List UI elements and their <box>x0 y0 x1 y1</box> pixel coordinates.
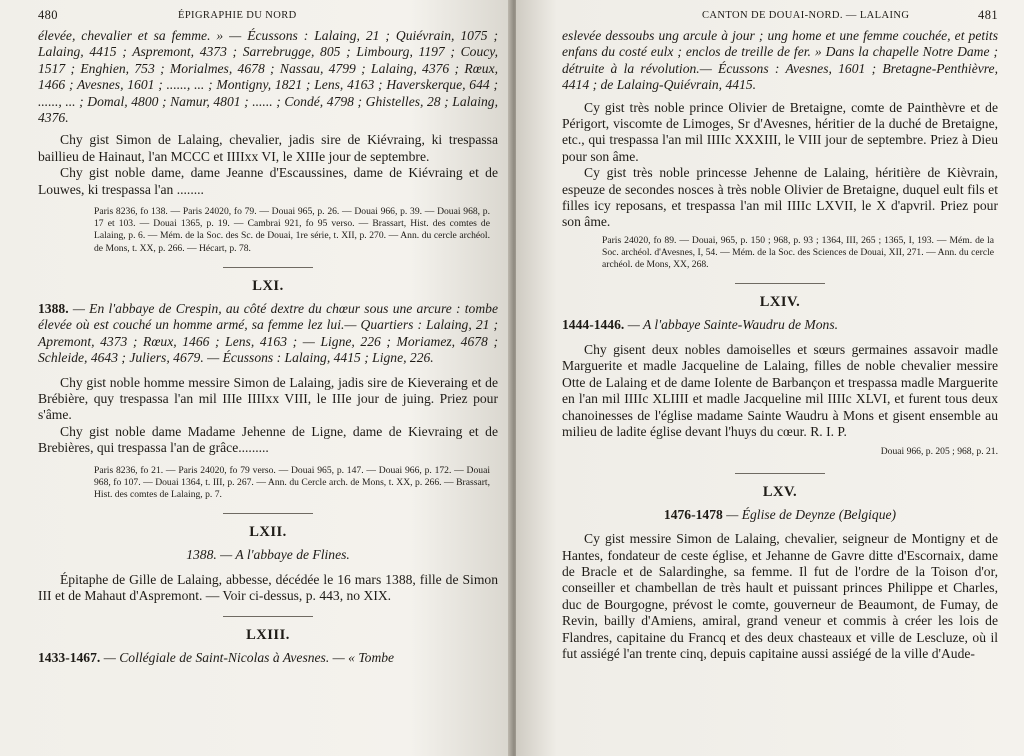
right-page-number: 481 <box>978 8 998 22</box>
left-page-number: 480 <box>38 8 58 22</box>
epitaph-simon: Chy gist Simon de Lalaing, chevalier, jadis sire de Kiévraing, ki trespassa baillieu de Hainaut, l'an MCCC et IIIIxx VI, le XIIIe jour de septembre. <box>38 132 498 164</box>
section-divider <box>223 616 313 617</box>
section-divider <box>735 473 825 474</box>
lxiv-heading-text: — A l'abbaye Sainte-Waudru de Mons. <box>627 317 839 333</box>
left-intro-paragraph: élevée, chevalier et sa femme. » — Écussons : Lalaing, 21 ; Quiévrain, 1075 ; Lalaing, 4415 ; Aspremont, 4373 ; Sarrebrugge, 805 ; Limbourg, 1197 ; Coucy, 1517 ; Enghien, 753 ; Morialmes, 4678 ; Nassau, 4799 ; Lalaing, 4376 ; Rœux, 1466 ; Avesnes, 1601 ; ......, ... ; Montigny, 1821 ; Lens, 4163 ; Haverskerque, 644 ; ......, ... ; Domal, 4800 ; Namur, 4801 ; ...... ; Condé, 4798 ; Ghistelles, 28 ; Lalaing, 4376. <box>38 28 498 126</box>
right-running-head <box>562 6 998 28</box>
left-references-1: Paris 8236, fo 138. — Paris 24020, fo 79. — Douai 965, p. 26. — Douai 966, p. 39. — Douai 968, p. 17 et 103. — Douai 1365, p. 19. — Cambrai 921, fo 95 verso. — Brassart, Hist. des comtes de Lalaing, p. 6. — Mém. de la Soc. des Sc. de Douai, 1re série, t. XII, p. 270. — Ann. du cercle archéol. de Mons, t. XX, p. 266. — Hécart, p. 78. <box>94 206 490 254</box>
section-divider <box>223 267 313 268</box>
epitaph-olivier: Cy gist très noble prince Olivier de Bretaigne, comte de Painthèvre et de Périgort, viscomte de Limoges, Sr d'Avesnes, héritier de la duché de Bretaigne, etc., qui trespassa l'an mil IIIIc XXXIII, le VIII jour de septembre. Priez à Dieu pour son âme. <box>562 99 998 164</box>
left-running-head <box>38 6 498 28</box>
section-number-lxiv: LXIV. <box>759 294 801 311</box>
left-running-title: ÉPIGRAPHIE DU NORD <box>178 10 297 21</box>
lxiv-heading <box>562 317 998 333</box>
lxv-year: 1476-1478 <box>663 506 723 522</box>
right-page <box>516 0 1024 756</box>
lxiv-paragraph: Chy gisent deux nobles damoiselles et sœurs germaines assavoir madle Marguerite et madle Jacqueline de Lalaing, filles de noble chevalier messire Otte de Lalaing et de dame Iolente de Barbançon et trespassa madle Marguerite en l'an mil IIIIc XLIIII et madle Jacqueline mil IIIIc XLVI, et furent tous deux chanoinesses de l'église madame Sainte Waudru à Mons et gisent ensemble au milieu de ladite église devant l'huys du cœur. R. I. P. <box>562 341 998 439</box>
epitaph-jeanne: Chy gist noble dame, dame Jeanne d'Escaussines, dame de Kiévraing et de Louwes, ki trespassa l'an ........ <box>38 165 498 197</box>
lxv-heading-text: — Église de Deynze (Belgique) <box>726 506 897 522</box>
lxi-heading-text: — En l'abbaye de Crespin, au côté dextre du chœur sous une arcure : tombe élevée où est couché un homme armé, sa femme lez lui.— Quartiers : Lalaing, 21 ; Apremont, 4373 ; Rœux, 1466 ; Lens, 4163 ; — Ligne, 226 ; Moriamez, 4678 ; Schleide, 4643 ; Juliers, 4679. — Écussons : Lalaing, 4415 ; Ligne, 226. <box>38 300 498 366</box>
section-number-lxi: LXI. <box>252 277 284 294</box>
section-number-lxiii: LXIII. <box>246 627 290 644</box>
lxii-heading: 1388. — A l'abbaye de Flines. <box>186 547 350 563</box>
lxi-heading <box>38 301 498 367</box>
lxi-year: 1388. <box>38 300 69 316</box>
right-references-2: Douai 966, p. 205 ; 968, p. 21. <box>880 446 998 458</box>
lxiii-heading-text: — Collégiale de Saint-Nicolas à Avesnes. — « Tombe <box>103 650 395 666</box>
right-running-title: CANTON DE DOUAI-NORD. — LALAING <box>702 10 910 21</box>
lxv-paragraph: Cy gist messire Simon de Lalaing, chevalier, seigneur de Montigny et de Hantes, fondateur de ceste église, et Jehanne de Gavre ditte d'Escornaix, dame de Bracle et de Salardinghe, sa femme. Il fut de l'ordre de la Toison d'or, conseiller et chambellan de très hault et puissant princes Philippe et Charles, duc de Bourgogne, prévost le comte, gouverneur de Beaumont, de Fumay, de Revin, bailly d'Amiens, amiral, grand veneur et commis à créer les lois de Flandres, capitaine du Francq et des deux chasteaux et ville de Lescluze, où il fut assiégé l'an trente cinq, depuis capitaine aussi assiégé de la ville d'Aude- <box>562 531 998 661</box>
section-divider <box>735 283 825 284</box>
lxiv-year: 1444-1446. <box>562 317 625 333</box>
lxiii-heading <box>38 650 498 666</box>
section-number-lxv: LXV. <box>762 483 798 500</box>
lxi-epitaph-2: Chy gist noble dame Madame Jehenne de Ligne, dame de Kievraing et de Brebières, qui trespassa l'an de grâce......... <box>38 423 498 456</box>
right-intro-paragraph: eslevée dessoubs ung arcule à jour ; ung home et une femme couchée, et petits enfans du costé eulx ; enclos de treille de fer. » Dans la chapelle Notre Dame ; détruite à la révolution.— Écussons : Avesnes, 1601 ; Bretagne-Penthièvre, 4414 ; de Lalaing-Quiévrain, 4415. <box>562 28 998 93</box>
lxv-heading <box>562 507 998 523</box>
lxiii-year: 1433-1467. <box>38 650 101 666</box>
lxi-epitaph-1: Chy gist noble homme messire Simon de Lalaing, jadis sire de Kieveraing et de Brébière, quy trespassa l'an mil IIIe IIIIxx VIII, le IIIe jour de juing. Priez pour s'âme. <box>38 374 498 423</box>
left-references-2: Paris 8236, fo 21. — Paris 24020, fo 79 verso. — Douai 965, p. 147. — Douai 966, p. 172. — Douai 968, fo 107. — Douai 1364, t. III, p. 267. — Ann. du Cercle arch. de Mons, t. XX, p. 266. — Brassart, Hist. des comtes de Lalaing, p. 7. <box>94 464 490 500</box>
right-references-1: Paris 24020, fo 89. — Douai, 965, p. 150 ; 968, p. 93 ; 1364, III, 265 ; 1365, I, 193. — Mém. de la Soc. archéol. d'Avesnes, I, 54. — Mém. de la Soc. des Sciences de Douai, XII, 271. — Ann. du cercle archéol. de Mons, XX, 268. <box>602 234 994 271</box>
epitaph-jehenne: Cy gist très noble princesse Jehenne de Lalaing, héritière de Kièvrain, espeuze de secondes nosces à très noble Olivier de Bretaigne, duquel eult fils et filles icy reposans, et trespassa l'an mil IIIIc LXVII, le X d'apvril. Priez pour son âme. <box>562 165 998 230</box>
lxii-paragraph: Épitaphe de Gille de Lalaing, abbesse, décédée le 16 mars 1388, fille de Simon III et de Mahaut d'Aspremont. — Voir ci-dessus, p. 443, no XIX. <box>38 571 498 603</box>
section-number-lxii: LXII. <box>249 524 287 541</box>
section-divider <box>223 513 313 514</box>
